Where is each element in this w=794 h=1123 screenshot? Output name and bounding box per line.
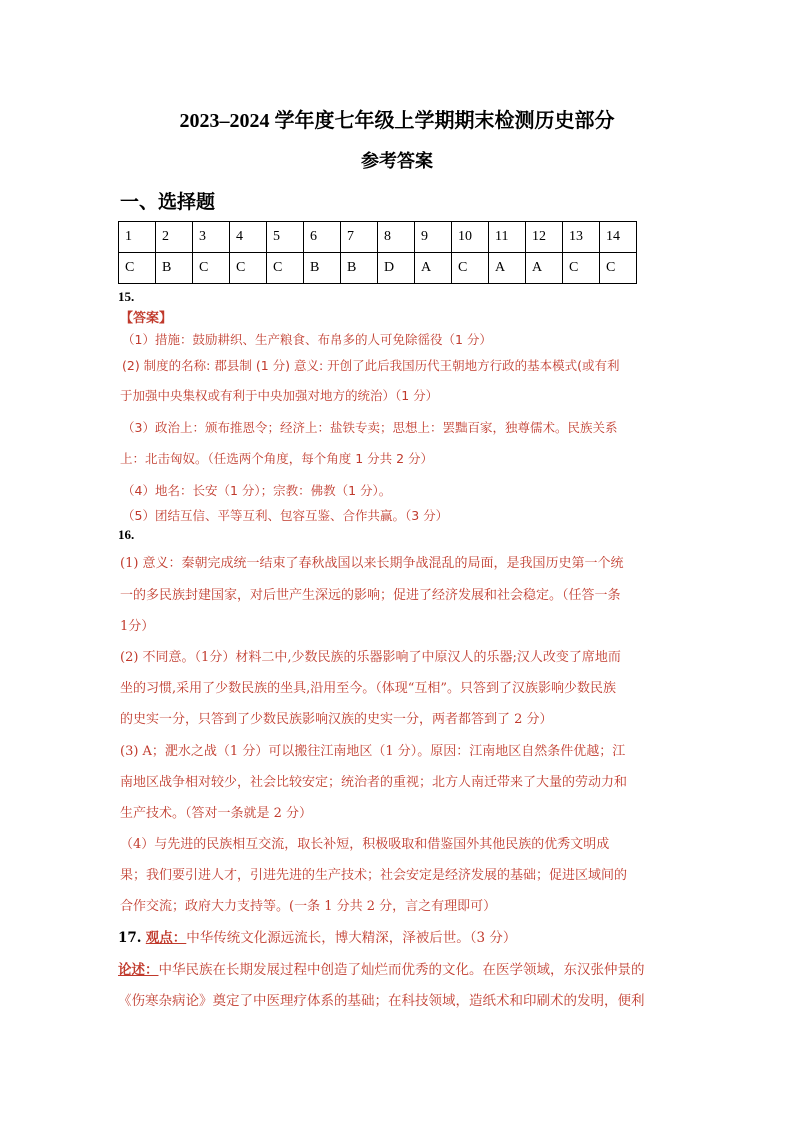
q16-line: 一的多民族封建国家，对后世产生深远的影响；促进了经济发展和社会稳定。（任答一条: [120, 588, 621, 603]
q16-line: 南地区战争相对较少，社会比较安定；统治者的重视；北方人南迁带来了大量的劳动力和: [120, 775, 628, 790]
q16-line: 坐的习惯,采用了少数民族的坐具,沿用至今。（体现“互相”。只答到了汉族影响少数民族: [120, 681, 617, 696]
page-title: 2023–2024 学年度七年级上学期期末检测历史部分: [179, 110, 615, 132]
table-cell: 6: [304, 222, 341, 253]
question-16-number: 16.: [118, 527, 135, 542]
table-cell: C: [230, 253, 267, 284]
table-cell: C: [119, 253, 156, 284]
q15-line: 上：北击匈奴。（任选两个角度，每个角度 1 分共 2 分）: [120, 451, 434, 466]
q16-line: 的史实一分，只答到了少数民族影响汉族的史实一分，两者都答到了 2 分）: [120, 712, 553, 727]
page-subtitle: 参考答案: [361, 151, 433, 172]
q17-viewpoint: [118, 926, 516, 946]
argument-label: 论述：: [118, 962, 159, 978]
table-cell: 2: [156, 222, 193, 253]
table-cell: A: [489, 253, 526, 284]
table-cell: C: [193, 253, 230, 284]
table-cell: D: [378, 253, 415, 284]
table-cell: 3: [193, 222, 230, 253]
q17-argument-line-2: 《伤寒杂病论》奠定了中医理疗体系的基础；在科技领域，造纸术和印刷术的发明，便利: [118, 993, 645, 1009]
table-cell: C: [600, 253, 637, 284]
table-cell: 5: [267, 222, 304, 253]
q15-line: （5）团结互信、平等互利、包容互鉴、合作共赢。（3 分）: [122, 508, 449, 523]
q16-line: 生产技术。（答对一条就是 2 分）: [120, 806, 313, 821]
table-cell: 8: [378, 222, 415, 253]
table-cell: C: [452, 253, 489, 284]
question-15-number: 15.: [118, 289, 135, 304]
q15-line: （3）政治上：颁布推恩令；经济上：盐铁专卖；思想上：罢黜百家，独尊儒术。民族关系: [122, 420, 618, 435]
table-cell: 13: [563, 222, 600, 253]
table-cell: 14: [600, 222, 637, 253]
q16-line: (2) 不同意。（1分）材料二中,少数民族的乐器影响了中原汉人的乐器;汉人改变了席地而: [120, 650, 621, 665]
q17-argument-line-1: [118, 958, 645, 978]
table-cell: 1: [119, 222, 156, 253]
answer-label: 【答案】: [120, 311, 173, 326]
viewpoint-text: 中华传统文化源远流长，博大精深，泽被后世。（3 分）: [186, 930, 517, 946]
q16-line: (1) 意义：秦朝完成统一结束了春秋战国以来长期争战混乱的局面，是我国历史第一个统: [120, 556, 624, 571]
q16-line: （4）与先进的民族相互交流，取长补短，积极吸取和借鉴国外其他民族的优秀文明成: [120, 837, 610, 852]
table-cell: 12: [526, 222, 563, 253]
table-cell: A: [415, 253, 452, 284]
q16-line: 1分）: [120, 619, 155, 634]
q15-line: (2) 制度的名称: 郡县制 (1 分) 意义: 开创了此后我国历代王朝地方行政的基本模式(或有利: [122, 358, 620, 373]
q16-line: (3) A；淝水之战（1 分）可以搬往江南地区（1 分）。原因：江南地区自然条件优越；江: [120, 744, 626, 759]
q15-line: 于加强中央集权或有利于中央加强对地方的统治）（1 分）: [120, 388, 439, 403]
table-cell: B: [304, 253, 341, 284]
answer-row: [119, 253, 637, 284]
table-cell: C: [267, 253, 304, 284]
answer-table: [118, 221, 637, 284]
table-cell: A: [526, 253, 563, 284]
question-number-row: [119, 222, 637, 253]
table-cell: B: [156, 253, 193, 284]
viewpoint-label: 观点：: [145, 930, 187, 946]
question-17-number: 17.: [118, 930, 142, 946]
table-cell: C: [563, 253, 600, 284]
q16-line: 果；我们要引进人才，引进先进的生产技术；社会安定是经济发展的基础；促进区域间的: [120, 868, 628, 883]
argument-text: 中华民族在长期发展过程中创造了灿烂而优秀的文化。在医学领域，东汉张仲景的: [158, 962, 645, 978]
section-heading-choice: 一、选择题: [120, 191, 216, 213]
table-cell: 10: [452, 222, 489, 253]
table-cell: 9: [415, 222, 452, 253]
table-cell: 4: [230, 222, 267, 253]
q16-line: 合作交流；政府大力支持等。(一条 1 分共 2 分，言之有理即可）: [120, 899, 497, 914]
table-cell: 7: [341, 222, 378, 253]
table-cell: B: [341, 253, 378, 284]
q15-line: （4）地名：长安（1 分）；宗教：佛教（1 分）。: [122, 483, 392, 498]
table-cell: 11: [489, 222, 526, 253]
q15-line: （1）措施：鼓励耕织、生产粮食、布帛多的人可免除徭役（1 分）: [122, 332, 492, 347]
